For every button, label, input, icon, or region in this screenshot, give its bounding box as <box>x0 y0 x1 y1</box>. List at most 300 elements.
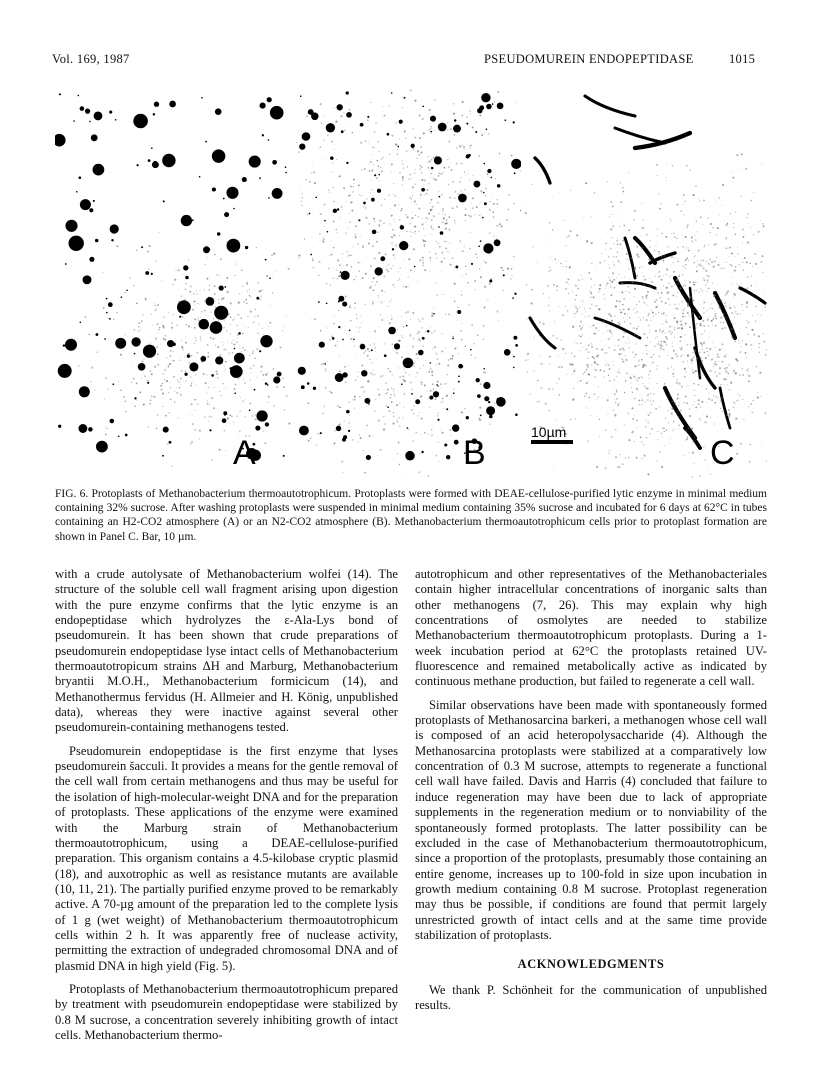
protoplast <box>285 166 287 168</box>
background-speck <box>399 204 400 205</box>
background-speck <box>405 234 406 235</box>
background-speck <box>677 247 678 248</box>
background-speck <box>237 314 239 316</box>
background-speck <box>262 334 263 335</box>
background-speck <box>734 305 735 306</box>
background-speck <box>674 327 675 328</box>
background-speck <box>342 461 344 463</box>
background-speck <box>613 256 614 257</box>
background-speck <box>194 342 196 344</box>
background-speck <box>599 284 601 286</box>
background-speck <box>720 321 722 323</box>
background-speck <box>489 283 491 285</box>
background-speck <box>691 369 692 370</box>
background-speck <box>428 130 429 131</box>
background-speck <box>131 382 132 383</box>
background-speck <box>742 399 743 400</box>
background-speck <box>673 369 674 370</box>
background-speck <box>390 208 391 209</box>
background-speck <box>594 284 595 285</box>
background-speck <box>421 279 422 280</box>
background-speck <box>630 323 631 324</box>
background-speck <box>195 340 197 342</box>
background-speck <box>679 402 681 404</box>
protoplast <box>167 340 174 347</box>
background-speck <box>696 323 698 325</box>
background-speck <box>412 252 413 253</box>
background-speck <box>575 418 577 420</box>
background-speck <box>336 229 337 230</box>
background-speck <box>391 299 392 300</box>
background-speck <box>692 452 694 454</box>
protoplast <box>342 339 344 341</box>
protoplast <box>488 401 490 403</box>
background-speck <box>461 294 463 296</box>
background-speck <box>249 402 251 404</box>
background-speck <box>618 403 619 404</box>
background-speck <box>710 258 711 259</box>
background-speck <box>301 193 303 195</box>
background-speck <box>688 427 690 429</box>
background-speck <box>677 258 678 259</box>
background-speck <box>331 392 333 394</box>
background-speck <box>706 402 707 403</box>
background-speck <box>594 385 595 386</box>
background-speck <box>612 238 613 239</box>
background-speck <box>356 318 357 319</box>
background-speck <box>409 231 411 233</box>
background-speck <box>321 364 323 366</box>
background-speck <box>699 374 701 376</box>
background-speck <box>362 386 364 388</box>
background-speck <box>475 357 476 358</box>
background-speck <box>480 190 482 192</box>
background-speck <box>728 321 729 322</box>
background-speck <box>676 355 678 357</box>
background-speck <box>441 261 443 263</box>
background-speck <box>336 121 337 122</box>
protoplast <box>85 108 90 113</box>
protoplast <box>65 220 77 232</box>
protoplast <box>399 241 408 250</box>
background-speck <box>561 366 563 368</box>
protoplast <box>483 368 485 370</box>
background-speck <box>89 334 91 336</box>
background-speck <box>691 337 692 338</box>
background-speck <box>703 312 705 314</box>
background-speck <box>463 250 465 252</box>
background-speck <box>596 399 597 400</box>
protoplast <box>79 176 82 179</box>
background-speck <box>354 396 356 398</box>
background-speck <box>422 218 423 219</box>
background-speck <box>703 200 705 202</box>
background-speck <box>185 299 186 300</box>
background-speck <box>611 222 612 223</box>
background-speck <box>199 430 201 432</box>
background-speck <box>659 330 661 332</box>
background-speck <box>351 255 352 256</box>
background-speck <box>236 341 238 343</box>
protoplast <box>108 302 113 307</box>
background-speck <box>448 184 449 185</box>
background-speck <box>750 403 752 405</box>
background-speck <box>464 172 465 173</box>
background-speck <box>686 430 687 431</box>
background-speck <box>350 338 352 340</box>
background-speck <box>194 429 196 431</box>
background-speck <box>466 116 468 118</box>
background-speck <box>374 347 375 348</box>
background-speck <box>221 298 223 300</box>
background-speck <box>194 327 196 329</box>
background-speck <box>695 239 696 240</box>
background-speck <box>409 197 411 199</box>
protoplast <box>484 396 489 401</box>
protoplast <box>310 254 312 256</box>
background-speck <box>605 430 606 431</box>
background-speck <box>410 319 411 320</box>
background-speck <box>178 417 179 418</box>
protoplast <box>513 336 517 340</box>
background-speck <box>225 368 226 369</box>
background-speck <box>729 305 730 306</box>
background-speck <box>683 325 684 326</box>
background-speck <box>257 333 258 334</box>
background-speck <box>373 277 375 279</box>
background-speck <box>609 380 611 382</box>
background-speck <box>591 216 592 217</box>
background-speck <box>598 291 600 293</box>
background-speck <box>637 389 638 390</box>
background-speck <box>610 315 612 317</box>
background-speck <box>394 258 395 259</box>
background-speck <box>429 129 430 130</box>
background-speck <box>382 375 383 376</box>
background-speck <box>657 439 658 440</box>
background-speck <box>483 371 485 373</box>
background-speck <box>732 209 733 210</box>
background-speck <box>273 368 275 370</box>
background-speck <box>548 305 550 307</box>
background-speck <box>744 257 746 259</box>
acknowledgments-heading: ACKNOWLEDGMENTS <box>517 957 665 972</box>
background-speck <box>680 288 681 289</box>
background-speck <box>419 453 421 455</box>
background-speck <box>755 264 756 265</box>
background-speck <box>394 287 395 288</box>
background-speck <box>747 374 748 375</box>
background-speck <box>609 216 610 217</box>
protoplast <box>199 176 201 178</box>
background-speck <box>724 368 726 370</box>
protoplast <box>415 399 420 404</box>
background-speck <box>211 416 212 417</box>
background-speck <box>687 437 688 438</box>
background-speck <box>461 251 462 252</box>
background-speck <box>686 226 688 228</box>
background-speck <box>139 391 141 393</box>
protoplast <box>405 451 415 461</box>
background-speck <box>164 379 165 380</box>
background-speck <box>564 220 565 221</box>
background-speck <box>605 345 606 346</box>
protoplast <box>346 91 349 94</box>
background-speck <box>614 315 616 317</box>
background-speck <box>646 365 647 366</box>
background-speck <box>164 335 165 336</box>
protoplast <box>497 398 500 401</box>
background-speck <box>364 168 366 170</box>
background-speck <box>399 172 401 174</box>
background-speck <box>702 291 703 292</box>
background-speck <box>446 383 447 384</box>
background-speck <box>748 223 749 224</box>
background-speck <box>654 299 655 300</box>
background-speck <box>566 374 567 375</box>
background-speck <box>220 258 222 260</box>
background-speck <box>431 436 432 437</box>
background-speck <box>412 232 413 233</box>
background-speck <box>363 352 365 354</box>
protoplast <box>256 410 267 421</box>
background-speck <box>669 292 670 293</box>
background-speck <box>485 195 487 197</box>
background-speck <box>239 430 241 432</box>
background-speck <box>404 393 406 395</box>
background-speck <box>680 398 681 399</box>
background-speck <box>378 297 379 298</box>
background-speck <box>377 165 379 167</box>
background-speck <box>288 423 290 425</box>
background-speck <box>447 374 448 375</box>
background-speck <box>183 349 184 350</box>
background-speck <box>539 321 541 323</box>
background-speck <box>628 337 629 338</box>
background-speck <box>224 327 226 329</box>
background-speck <box>158 329 159 330</box>
background-speck <box>549 239 550 240</box>
background-speck <box>716 257 717 258</box>
background-speck <box>657 336 658 337</box>
background-speck <box>329 284 331 286</box>
background-speck <box>260 371 262 373</box>
protoplast <box>215 356 223 364</box>
background-speck <box>419 114 421 116</box>
background-speck <box>728 373 730 375</box>
background-speck <box>435 179 437 181</box>
background-speck <box>406 150 407 151</box>
background-speck <box>456 206 458 208</box>
background-speck <box>250 311 252 313</box>
background-speck <box>649 246 650 247</box>
background-speck <box>750 227 751 228</box>
background-speck <box>403 260 404 261</box>
background-speck <box>710 359 712 361</box>
background-speck <box>441 350 443 352</box>
background-speck <box>487 173 489 175</box>
protoplast <box>421 451 423 453</box>
micrograph-b <box>295 88 521 478</box>
background-speck <box>663 349 664 350</box>
background-speck <box>585 316 586 317</box>
background-speck <box>442 398 444 400</box>
background-speck <box>435 399 437 401</box>
protoplast <box>201 97 203 99</box>
background-speck <box>735 211 736 212</box>
background-speck <box>712 318 714 320</box>
background-speck <box>636 304 637 305</box>
protoplast <box>227 239 241 253</box>
background-speck <box>479 268 481 270</box>
background-speck <box>626 372 628 374</box>
background-speck <box>530 393 531 394</box>
protoplast <box>255 426 260 431</box>
background-speck <box>766 412 767 413</box>
background-speck <box>393 391 394 392</box>
background-speck <box>677 289 678 290</box>
background-speck <box>335 345 337 347</box>
protoplast <box>380 256 385 261</box>
background-speck <box>498 320 499 321</box>
background-speck <box>163 338 165 340</box>
background-speck <box>425 331 427 333</box>
background-speck <box>438 412 439 413</box>
background-speck <box>405 214 406 215</box>
background-speck <box>435 253 437 255</box>
background-speck <box>352 191 354 193</box>
background-speck <box>437 243 439 245</box>
background-speck <box>412 148 414 150</box>
background-speck <box>659 297 661 299</box>
background-speck <box>118 381 119 382</box>
background-speck <box>690 287 691 288</box>
background-speck <box>388 271 389 272</box>
background-speck <box>191 382 192 383</box>
protoplast <box>162 455 164 457</box>
background-speck <box>430 202 431 203</box>
background-speck <box>197 318 198 319</box>
background-speck <box>671 408 673 410</box>
background-speck <box>636 254 638 256</box>
background-speck <box>654 250 655 251</box>
background-speck <box>393 415 394 416</box>
background-speck <box>731 277 732 278</box>
background-speck <box>84 316 86 318</box>
background-speck <box>389 153 391 155</box>
background-speck <box>582 279 583 280</box>
background-speck <box>758 343 759 344</box>
background-speck <box>633 272 634 273</box>
background-speck <box>421 418 423 420</box>
background-speck <box>661 341 663 343</box>
background-speck <box>612 206 614 208</box>
background-speck <box>688 453 689 454</box>
background-speck <box>609 279 611 281</box>
background-speck <box>176 387 177 388</box>
background-speck <box>591 242 593 244</box>
background-speck <box>700 216 702 218</box>
background-speck <box>662 436 663 437</box>
background-speck <box>678 327 680 329</box>
protoplast <box>433 391 439 397</box>
background-speck <box>688 315 689 316</box>
background-speck <box>695 407 697 409</box>
background-speck <box>490 201 491 202</box>
background-speck <box>432 348 433 349</box>
protoplast <box>455 265 458 268</box>
background-speck <box>220 275 221 276</box>
background-speck <box>667 298 669 300</box>
background-speck <box>391 242 393 244</box>
background-speck <box>478 155 480 157</box>
background-speck <box>755 306 756 307</box>
background-speck <box>628 229 630 231</box>
protoplast <box>411 144 415 148</box>
background-speck <box>732 323 734 325</box>
protoplast <box>489 279 492 282</box>
background-speck <box>164 369 166 371</box>
background-speck <box>731 171 732 172</box>
background-speck <box>688 260 689 261</box>
background-speck <box>745 352 747 354</box>
background-speck <box>649 332 650 333</box>
background-speck <box>746 301 748 303</box>
background-speck <box>434 330 436 332</box>
background-speck <box>469 148 470 149</box>
background-speck <box>740 443 741 444</box>
background-speck <box>216 274 218 276</box>
caption-label: FIG. 6. <box>55 488 89 500</box>
background-speck <box>764 341 766 343</box>
background-speck <box>495 178 496 179</box>
background-speck <box>392 284 394 286</box>
background-speck <box>345 381 347 383</box>
background-speck <box>170 387 172 389</box>
background-speck <box>727 384 728 385</box>
background-speck <box>710 232 711 233</box>
background-speck <box>584 371 586 373</box>
background-speck <box>516 102 517 103</box>
background-speck <box>197 303 198 304</box>
background-speck <box>418 338 420 340</box>
background-speck <box>181 340 182 341</box>
protoplast <box>404 97 406 99</box>
background-speck <box>457 353 458 354</box>
background-speck <box>672 165 674 167</box>
background-speck <box>699 351 701 353</box>
background-speck <box>558 356 559 357</box>
background-speck <box>445 395 447 397</box>
background-speck <box>637 335 639 337</box>
background-speck <box>423 132 425 134</box>
background-speck <box>686 344 688 346</box>
background-speck <box>688 250 690 252</box>
background-speck <box>413 440 414 441</box>
background-speck <box>332 162 333 163</box>
background-speck <box>374 131 376 133</box>
background-speck <box>479 407 481 409</box>
background-speck <box>650 370 651 371</box>
background-speck <box>674 329 675 330</box>
background-speck <box>138 326 139 327</box>
background-speck <box>625 342 626 343</box>
background-speck <box>372 303 374 305</box>
background-speck <box>366 425 368 427</box>
background-speck <box>658 251 660 253</box>
background-speck <box>365 207 366 208</box>
background-speck <box>273 253 275 255</box>
